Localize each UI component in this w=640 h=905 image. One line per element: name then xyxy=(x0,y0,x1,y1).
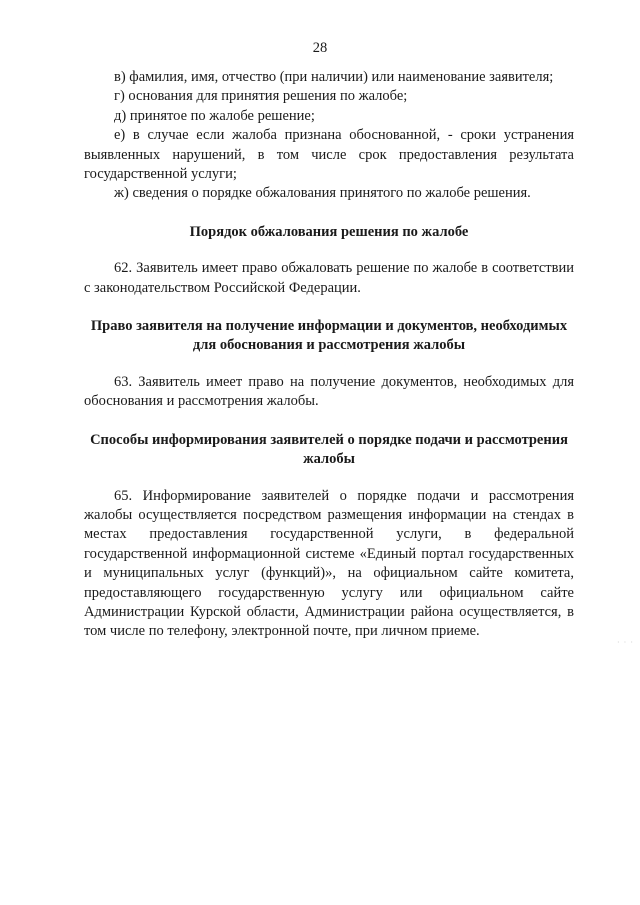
list-item-d: д) принятое по жалобе решение; xyxy=(114,107,315,124)
section-heading-right-to-information: Право заявителя на получение информации и документов, необходимых для обоснования и рассмотрения жалобы xyxy=(90,318,568,354)
scan-artifact: · · · xyxy=(617,638,634,647)
list-item-v: в) фамилия, имя, отчество (при наличии) или наименование заявителя; xyxy=(114,69,554,85)
paragraph-62: 62. Заявитель имеет право обжаловать решение по жалобе в соответствии с законодательством Российской Федерации. xyxy=(84,260,574,296)
page-content xyxy=(84,68,574,642)
paragraph-65: 65. Информирование заявителей о порядке подачи и рассмотрения жалобы осуществляется посредством размещения информации на стендах в местах предоставления государственной услуги, в федеральной государственной информационной системе «Единый портал государственных и муниципальных услуг (функций)», на официальном сайте комитета, предоставляющего государственную услугу или официальном сайте Администрации Курской области, Администрации района осуществляется, в том числе по телефону, электронной почте, при личном приеме. xyxy=(84,487,574,640)
list-item-zh: ж) сведения о порядке обжалования принятого по жалобе решения. xyxy=(114,185,531,202)
list-item-g: г) основания для принятия решения по жалобе; xyxy=(114,88,408,105)
page-number: 28 xyxy=(312,40,328,56)
section-heading-informing-methods: Способы информирования заявителей о порядке подачи и рассмотрения жалобы xyxy=(90,431,568,468)
section-heading-appeal-procedure: Порядок обжалования решения по жалобе xyxy=(189,223,469,240)
list-item-e: е) в случае если жалоба признана обоснованной, - сроки устранения выявленных нарушений, в том числе срок предоставления результата государственной услуги; xyxy=(84,127,574,183)
paragraph-63: 63. Заявитель имеет право на получение документов, необходимых для обоснования и рассмотрения жалобы. xyxy=(84,373,574,410)
